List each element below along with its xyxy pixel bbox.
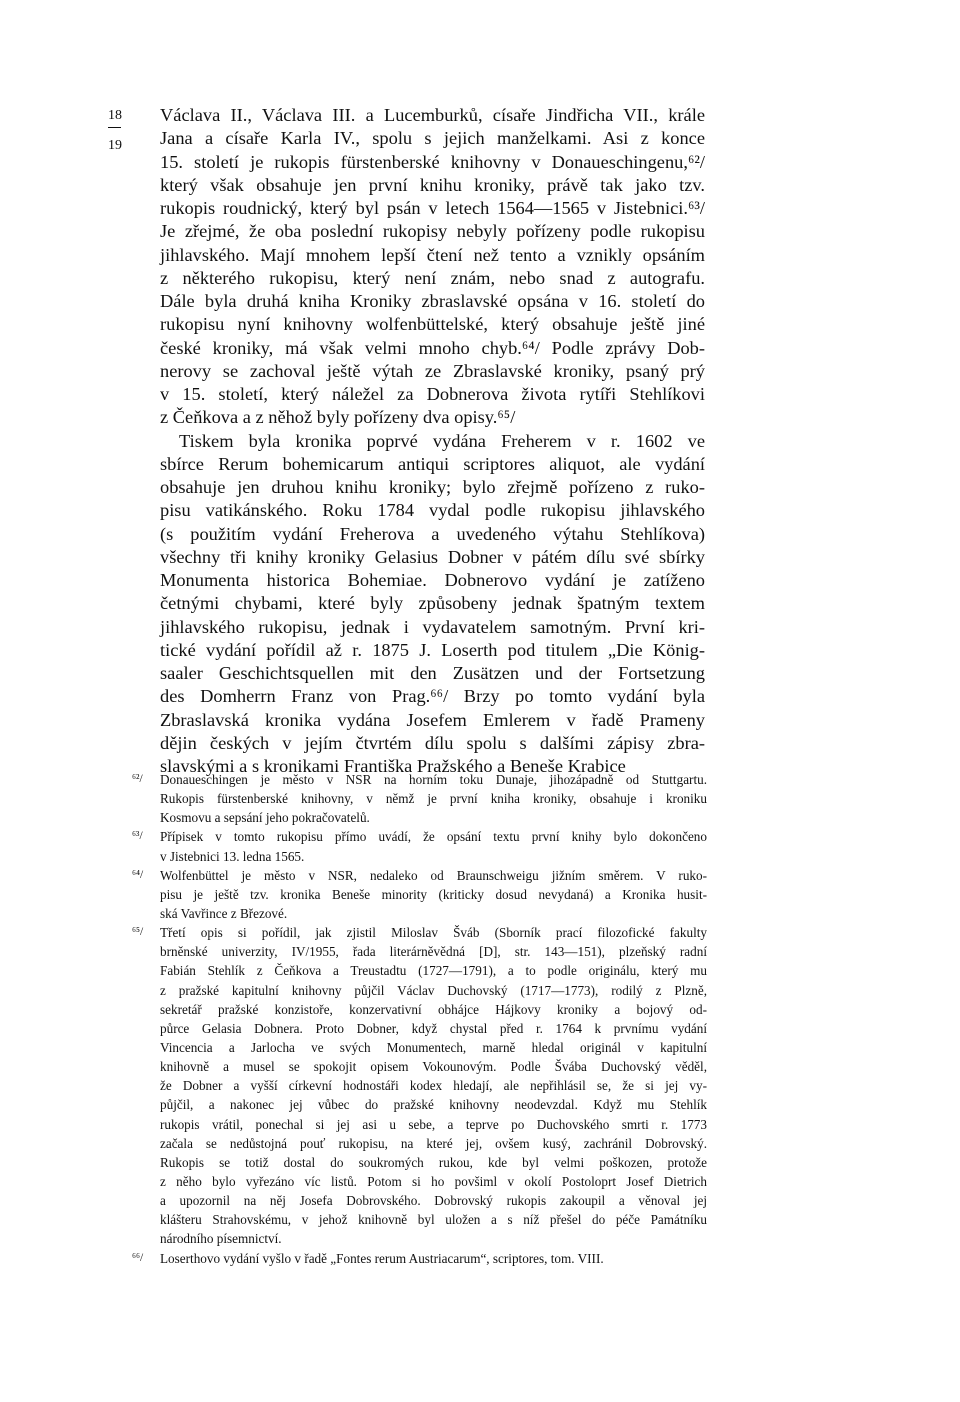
- footnote-mark: ⁶⁶/: [132, 1251, 144, 1264]
- footnote-text: [160, 866, 707, 923]
- body-line: (s použitím vydání Freherova a uvedeného výtahu Stehlíkova): [160, 523, 705, 544]
- body-line: Václava II., Václava III. a Lucemburků, císaře Jindřicha VII., krále: [160, 105, 705, 125]
- footnote-mark: ⁶⁴/: [132, 868, 144, 881]
- footnote: [132, 923, 707, 1248]
- body-line: rukopis roudnický, který byl psán v letech 1564—1565 v Jistebnici.⁶³/: [160, 198, 705, 218]
- page-number-bottom: 19: [108, 138, 122, 153]
- main-text: [160, 104, 705, 778]
- footnote-mark: ⁶⁵/: [132, 926, 144, 939]
- footnote-line: knihovně a musel se spokojit opisem Vokounovým. Podle Švába Duchovský věděl,: [160, 1059, 707, 1075]
- body-line: všechny tři knihy kroniky Gelasius Dobner v pátém dílu své sbírky: [160, 546, 705, 567]
- body-line: v 15. století, který náležel za Dobnerova života rytíři Stehlíkovi: [160, 384, 705, 404]
- footnote-line: Rukopis se totiž dostal do soukromých rukou, kde byl velmi poškozen, protože: [160, 1154, 707, 1170]
- footnote-line: Přípisek v tomto rukopisu přímo uvádí, že opsání textu první knihy bylo dokončeno: [160, 829, 707, 845]
- body-line: obsahuje jen druhou knihu kroniky; bylo zřejmě pořízeno z ruko-: [160, 477, 705, 497]
- body-line: Je zřejmé, že oba poslední rukopisy nebyly pořízeny podle rukopisu: [160, 221, 705, 242]
- footnote-mark: ⁶²/: [132, 773, 143, 785]
- footnote-line: z něho bylo vyřezáno víc listů. Potom si ho povšiml v okolí Postoloprt Josef Dietrich: [160, 1173, 707, 1189]
- footnote-line: Donaueschingen je město v NSR na horním toku Dunaje, jihozápadně od Stuttgartu.: [160, 772, 707, 787]
- footnote-text: [160, 770, 707, 827]
- footnote-text: [160, 1249, 707, 1268]
- footnote: [132, 1249, 707, 1268]
- body-line: Tiskem byla kronika poprvé vydána Freherem v r. 1602 ve: [179, 430, 705, 451]
- footnote-line: Rukopis fürstenberské knihovny, v němž je první kniha kroniky, obsahuje i kroniku: [160, 791, 707, 807]
- body-line: z Čeňkova a z něhož byly pořízeny dva opisy.⁶⁵/: [160, 407, 516, 428]
- body-line: české kroniky, má však velmi mnoho chyb.⁶⁴/ Podle zprávy Dob-: [160, 337, 705, 358]
- footnote: [132, 770, 707, 827]
- footnote-line: klášteru Strahovskému, v jehož knihovně byl uložen a s níž přešel do péče Památníku: [160, 1212, 707, 1228]
- body-line: z některého rukopisu, který není znám, nebo snad z autografu.: [160, 267, 705, 288]
- footnote-line: začala se nedůstojná pouť rukopisu, na které jej, ovšem kusý, zachránil Dobrovský.: [160, 1135, 707, 1151]
- page-number-rule: [108, 127, 121, 128]
- footnote-line: Loserthovo vydání vyšlo v řadě „Fontes rerum Austriacarum“, scriptores, tom. VIII.: [160, 1250, 604, 1266]
- footnote-line: Třetí opis si pořídil, jak zjistil Miloslav Šváb (Sborník prací filozofické fakulty: [160, 925, 707, 941]
- page-number-top: 18: [108, 108, 122, 123]
- footnote-line: brněnské univerzity, IV/1955, řada literárněvědná [D], str. 143—151), plzeňský radní: [160, 944, 707, 960]
- body-line: Monumenta historica Bohemiae. Dobnerovo vydání je zatíženo: [160, 570, 705, 590]
- body-line: jihlavského. Mají mnohem lepší čtení než tento a vznikly opsáním: [160, 244, 705, 265]
- footnote-line: Vincencia a Jarlocha ve svých Monumentech, marně hledal originál v kapitulní: [160, 1039, 707, 1055]
- body-line: nerovy se zachoval ještě výtah ze Zbraslavské kroniky, psaný prý: [160, 360, 705, 381]
- body-line: tické vydání pořídil až r. 1875 J. Loserth pod titulem „Die König-: [160, 639, 705, 660]
- body-line: dějin českých v jejím čtvrtém dílu spolu s dalšími zápisy zbra-: [160, 732, 705, 753]
- footnote-line: pisu je ještě tzv. kronika Beneše minority (kriticky dosud nevydaná) a Kronika husit-: [160, 886, 707, 902]
- footnote-text: [160, 827, 707, 865]
- body-line: Zbraslavská kronika vydána Josefem Emlerem v řadě Prameny: [160, 709, 705, 730]
- footnote: [132, 827, 707, 865]
- footnote-line: z pražské kapitulní knihovny půjčil Václav Duchovský (1717—1773), rodilý z Plzně,: [160, 982, 707, 998]
- body-line: 15. století je rukopis fürstenberské knihovny v Donaueschingenu,⁶²/: [160, 151, 705, 172]
- footnote-text: [160, 923, 707, 1248]
- footnote-line: Kosmovu a sepsání jeho pokračovatelů.: [160, 810, 370, 826]
- footnotes: [132, 770, 707, 1268]
- footnote-line: sekretář pražské konzistoře, konzervativní obhájce Hájkovy kroniky a bojový od-: [160, 1001, 707, 1017]
- footnote-line: že Dobner a vyšší církevní hodnostáři kodex hledají, ale nepřihlásil se, že si jej vy-: [160, 1078, 707, 1094]
- body-line: saaler Geschichtsquellen mit den Zusätzen und der Fortsetzung: [160, 663, 705, 683]
- footnote-line: v Jistebnici 13. ledna 1565.: [160, 848, 305, 864]
- body-line: Dále byla druhá kniha Kroniky zbraslavské opsána v 16. století do: [160, 291, 705, 311]
- body-line: des Domherrn Franz von Prag.⁶⁶/ Brzy po tomto vydání byla: [160, 686, 705, 707]
- body-line: pisu vatikánského. Roku 1784 vydal podle rukopisu jihlavského: [160, 500, 705, 521]
- footnote: [132, 866, 707, 923]
- body-line: jihlavského rukopisu, jednak i vydavatelem samotným. První kri-: [160, 616, 705, 637]
- footnote-line: půjčil, a nakonec jej vůbec do pražské knihovny neodevzdal. Když mu Stehlík: [160, 1097, 707, 1113]
- body-line: slavskými a s kronikami Františka Pražského a Beneše Krabice: [160, 756, 626, 776]
- footnote-line: ská Vavřince z Březové.: [160, 905, 288, 921]
- footnote-line: a upozornil na něj Josefa Dobrovského. Dobrovský rukopis zakoupil a věnoval jej: [160, 1193, 707, 1209]
- footnote-line: půrce Gelasia Dobnera. Proto Dobner, když chystal před r. 1764 k prvnímu vydání: [160, 1020, 707, 1036]
- body-line: který však obsahuje jen první knihu kroniky, právě tak jako tzv.: [160, 174, 705, 195]
- footnote-mark: ⁶³/: [132, 830, 143, 843]
- footnote-line: rukopis vrátil, ponechal si jej asi u sebe, a teprve po Duchovského smrti r. 1773: [160, 1116, 707, 1132]
- footnote-line: Wolfenbüttel je město v NSR, nedaleko od Braunschweigu jižním směrem. V ruko-: [160, 867, 707, 883]
- body-line: Jana a císaře Karla IV., spolu s jejich manželkami. Asi z konce: [160, 128, 705, 149]
- footnote-line: národního písemnictví.: [160, 1231, 282, 1247]
- footnote-line: Fabián Stehlík z Čeňkova a Treustadtu (1727—1791), a to podle originálu, který mu: [160, 963, 707, 979]
- body-line: rukopisu nyní knihovny wolfenbüttelské, který obsahuje ještě jiné: [160, 314, 705, 335]
- body-line: sbírce Rerum bohemicarum antiqui scriptores aliquot, ale vydání: [160, 453, 705, 474]
- body-line: četnými chybami, které byly způsobeny jednak špatným textem: [160, 593, 705, 614]
